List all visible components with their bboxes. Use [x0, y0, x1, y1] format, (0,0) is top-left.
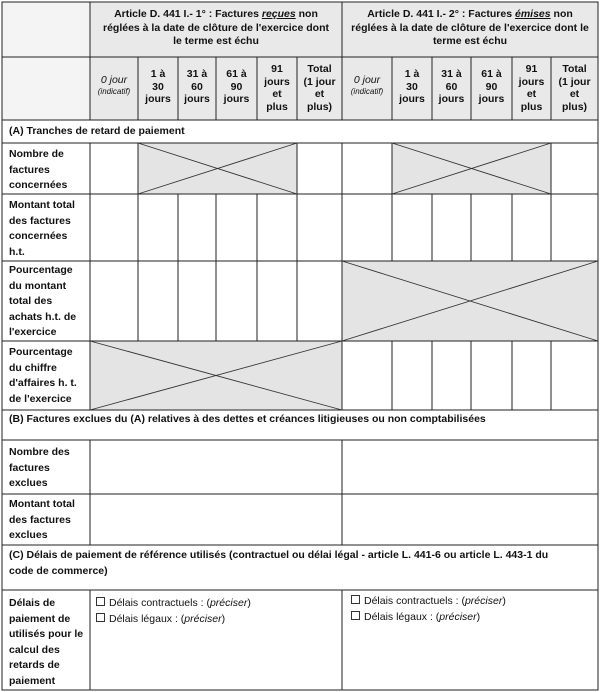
bucket-text: jours [223, 93, 250, 105]
header-issued-line1-end: non [550, 8, 573, 20]
bucket-text: 31 à [441, 68, 462, 80]
row-text: factures [9, 461, 50, 474]
row-text: retards de [9, 659, 60, 671]
bucket-total-issued [551, 63, 598, 113]
row-label-purchases-percent [9, 263, 89, 341]
option-contract-terms-received[interactable] [96, 596, 251, 611]
checkbox-icon[interactable] [96, 613, 105, 622]
option-specify: préciser [439, 611, 477, 623]
header-received-invoices [92, 8, 340, 49]
bucket-61-90-issued [471, 68, 512, 106]
option-text: Délais contractuels : ( [109, 597, 210, 609]
section-a-title: (A) Tranches de retard de paiement [9, 125, 185, 137]
bucket-text: 90 [230, 80, 243, 93]
bucket-text: et [272, 88, 282, 100]
row-text: Délais de [9, 597, 56, 609]
bucket-61-90-received [216, 68, 257, 106]
option-close: ) [221, 613, 226, 625]
row-text: achats h.t. de [9, 310, 77, 323]
bucket-text: 60 [445, 80, 458, 93]
option-close: ) [502, 595, 506, 607]
row-text: calcul des [9, 643, 60, 656]
row-text: exclues [9, 477, 48, 489]
section-c-line2: code de commerce) [9, 564, 108, 577]
row-text: Nombre des [9, 446, 70, 458]
row-text: d'affaires h. t. [9, 377, 77, 389]
option-specify: préciser [184, 613, 222, 625]
row-text: Pourcentage [9, 346, 73, 358]
option-close: ) [247, 597, 251, 609]
bucket-1-30-issued [392, 68, 432, 106]
row-text: paiement [9, 674, 56, 687]
bucket-text: Total [307, 63, 332, 75]
row-text: Pourcentage [9, 264, 73, 276]
bucket-text: (1 jour [558, 75, 591, 88]
bucket-31-60-issued [432, 68, 471, 106]
bucket-text: (1 jour [303, 75, 336, 88]
bucket-text: et [569, 88, 580, 100]
row-text: du montant [9, 279, 67, 292]
bucket-31-60-received [178, 68, 216, 106]
header-issued-line3: terme est échu [432, 35, 508, 47]
bucket-text: 1 à [404, 68, 420, 80]
bucket-text: jours [438, 93, 465, 105]
bucket-text: 90 [485, 80, 498, 93]
row-text: des factures [9, 214, 71, 227]
option-text: Délais légaux : ( [364, 611, 440, 623]
bucket-text: plus) [561, 100, 588, 113]
row-text: h.t. [9, 245, 25, 258]
row-text: Nombre de [9, 148, 64, 160]
bucket-text: jours [264, 75, 290, 88]
row-label-total-amount [9, 198, 89, 260]
row-label-revenue-percent [9, 345, 89, 407]
header-received-line1-end: non [295, 8, 318, 20]
row-label-reference-terms [9, 596, 89, 689]
bucket-91-plus-issued [512, 63, 551, 113]
bucket-text: 91 [271, 63, 283, 75]
row-label-excluded-amount [9, 497, 89, 544]
option-contract-terms-issued[interactable] [351, 594, 506, 609]
row-text: total des [9, 295, 53, 307]
row-text: Montant total [9, 199, 75, 211]
row-text: exclues [9, 529, 48, 541]
bucket-text: plus [520, 100, 543, 113]
checkbox-icon[interactable] [351, 611, 360, 620]
bucket-text: 60 [191, 80, 203, 93]
bucket-zero-note: (indicatif) [350, 86, 384, 96]
section-c-title [9, 548, 591, 579]
bucket-text: jours [478, 93, 505, 105]
option-specify: préciser [209, 597, 248, 609]
header-received-line1: Article D. 441 I.- 1° : Factures [114, 8, 262, 20]
row-text: concernées [9, 179, 68, 191]
row-text: du chiffre [9, 361, 57, 374]
row-label-invoice-count [9, 147, 89, 194]
option-legal-terms-received[interactable] [96, 612, 225, 627]
bucket-text: Total [562, 63, 587, 75]
header-received-emphasis: reçues [261, 8, 296, 20]
header-issued-emphasis: émises [514, 8, 551, 20]
row-label-excluded-count [9, 445, 89, 492]
bucket-text: 61 à [226, 68, 247, 80]
bucket-total-received [297, 63, 342, 113]
bucket-text: et [526, 88, 537, 100]
row-text: paiement de [9, 612, 71, 625]
bucket-zero-note: (indicatif) [97, 86, 131, 96]
option-close: ) [476, 611, 481, 623]
row-text: concernées [9, 230, 68, 242]
bucket-zero-received [90, 74, 138, 97]
row-text: factures [9, 163, 50, 176]
option-legal-terms-issued[interactable] [351, 610, 480, 625]
bucket-text: 31 à [186, 68, 208, 80]
section-b-title: (B) Factures exclues du (A) relatives à des dettes et créances litigieuses ou non comptabilisées [9, 413, 486, 425]
bucket-1-30-received [138, 68, 178, 106]
bucket-91-plus-received [257, 63, 297, 113]
bucket-text: jours [518, 75, 545, 88]
header-received-line3: le terme est échu [173, 35, 259, 47]
bucket-text: jours [145, 93, 171, 105]
checkbox-icon[interactable] [351, 595, 360, 604]
bucket-text: jours [399, 93, 425, 105]
header-issued-line1: Article D. 441 I.- 2° : Factures [367, 8, 515, 20]
bucket-zero-issued [342, 74, 392, 97]
option-text: Délais contractuels : ( [364, 595, 465, 607]
option-text: Délais légaux : ( [109, 613, 185, 625]
bucket-zero-label: 0 jour [353, 74, 381, 86]
header-issued-line2: réglées à la date de clôture de l'exercice dont le [351, 21, 589, 34]
header-issued-invoices [344, 8, 596, 49]
bucket-text: 30 [406, 80, 418, 93]
bucket-text: 30 [152, 80, 164, 93]
option-specify: préciser [464, 595, 503, 607]
bucket-text: 1 à [150, 68, 166, 80]
bucket-text: jours [184, 93, 210, 105]
bucket-text: plus) [306, 100, 333, 113]
row-text: l'exercice [9, 326, 57, 338]
header-received-line2: réglées à la date de clôture de l'exercice dont [102, 21, 329, 34]
row-text: des factures [9, 513, 71, 526]
section-c-line1: (C) Délais de paiement de référence utilisés (contractuel ou délai légal - article L. 441-6 ou article L. 443-1 du [9, 549, 549, 561]
row-text: utilisés pour le [9, 628, 84, 640]
row-text: de l'exercice [9, 392, 72, 405]
row-text: Montant total [9, 498, 75, 510]
bucket-zero-label: 0 jour [100, 74, 128, 86]
bucket-text: 91 [525, 63, 538, 75]
checkbox-icon[interactable] [96, 597, 105, 606]
bucket-text: plus [266, 100, 288, 113]
bucket-text: et [314, 88, 325, 100]
bucket-text: 61 à [481, 68, 502, 80]
corner-cell [2, 2, 90, 120]
